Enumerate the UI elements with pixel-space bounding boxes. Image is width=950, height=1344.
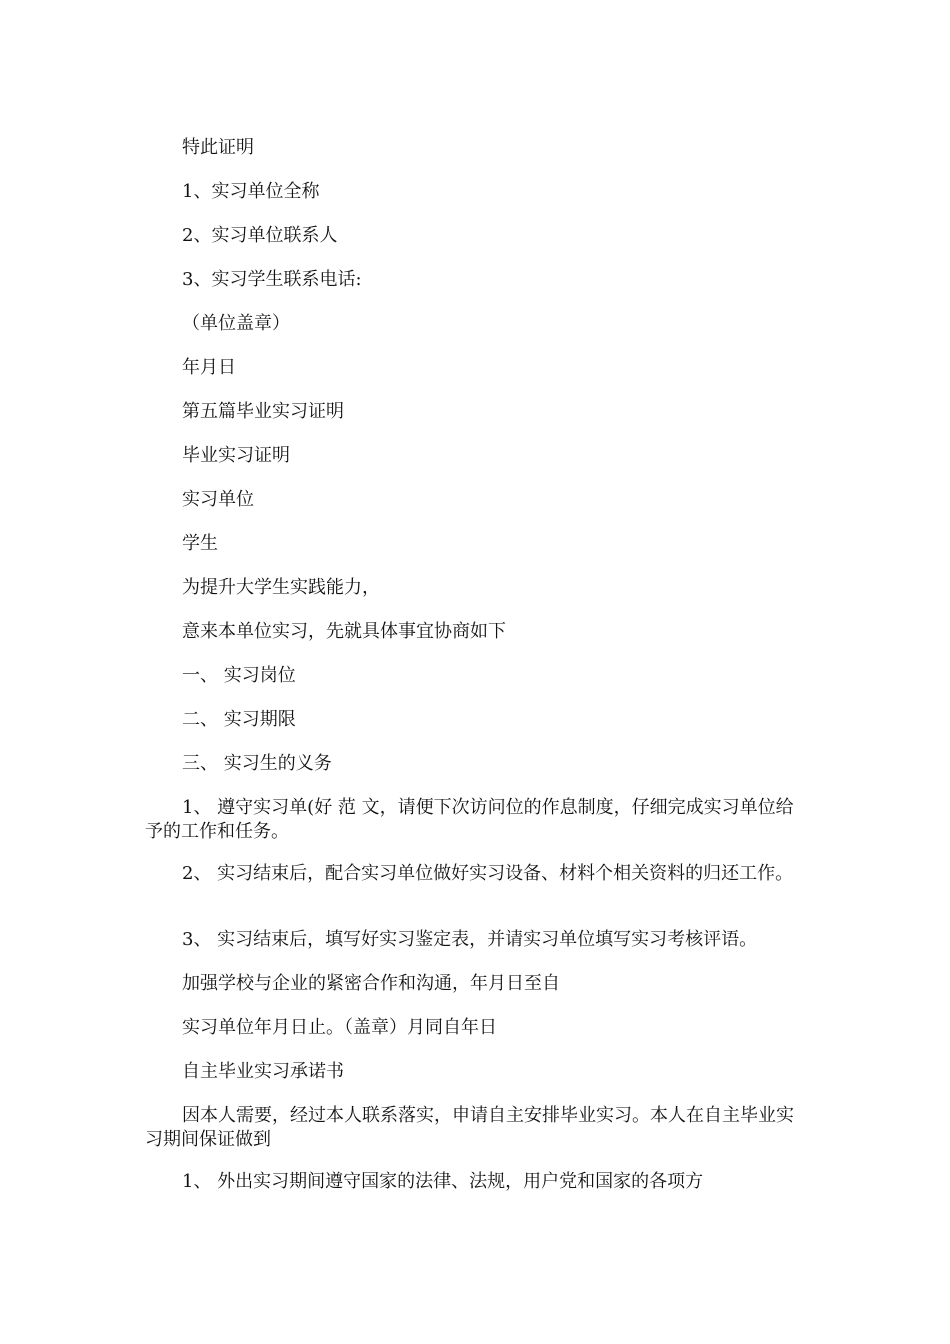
paragraph-commitment-1: 1、 外出实习期间遵守国家的法律、法规，用户党和国家的各项方 (182, 1171, 704, 1192)
heading-period: 二、 实习期限 (182, 709, 296, 730)
text-line-agreement: 意来本单位实习，先就具体事宜协商如下 (182, 621, 506, 642)
text-line-unit-fullname: 1、实习单位全称 (182, 181, 320, 202)
heading-position: 一、 实习岗位 (182, 665, 296, 686)
text-line-unit-seal: （单位盖章） (182, 313, 290, 334)
document-title: 毕业实习证明 (182, 445, 290, 466)
text-line-purpose: 为提升大学生实践能力， (182, 577, 380, 598)
text-line-certify: 特此证明 (182, 137, 254, 158)
section-title-fifth: 第五篇毕业实习证明 (182, 401, 344, 422)
text-line-cooperation: 加强学校与企业的紧密合作和沟通，年月日至自 (182, 973, 560, 994)
text-line-student: 学生 (182, 533, 218, 554)
heading-obligations: 三、 实习生的义务 (182, 753, 332, 774)
text-line-student-phone: 3、实习学生联系电话: (182, 269, 362, 290)
section-title-commitment: 自主毕业实习承诺书 (182, 1061, 344, 1082)
paragraph-obligation-1: 1、 遵守实习单(好 范 文，请便下次访问位的作息制度，仔细完成实习单位给予的工作和任务。 (145, 797, 794, 842)
paragraph-commitment-intro: 因本人需要，经过本人联系落实，申请自主安排毕业实习。本人在自主毕业实习期间保证做到 (145, 1105, 794, 1150)
text-line-unit-contact: 2、实习单位联系人 (182, 225, 338, 246)
paragraph-obligation-2: 2、 实习结束后，配合实习单位做好实习设备、材料个相关资料的归还工作。 (182, 863, 794, 884)
text-line-seal-date: 实习单位年月日止。（盖章）月同自年日 (182, 1017, 497, 1038)
text-line-date: 年月日 (182, 357, 236, 378)
paragraph-obligation-3: 3、 实习结束后，填写好实习鉴定表，并请实习单位填写实习考核评语。 (182, 929, 758, 950)
text-line-unit: 实习单位 (182, 489, 254, 510)
